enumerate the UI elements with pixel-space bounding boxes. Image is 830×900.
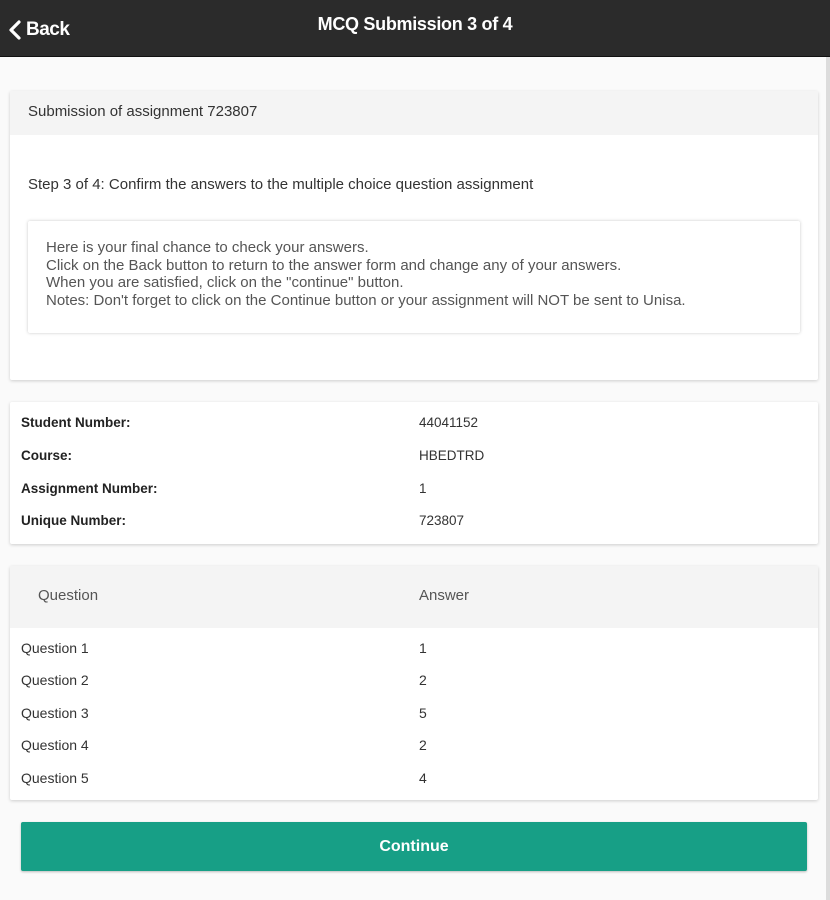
detail-label: Unique Number: <box>21 513 127 528</box>
question-cell: Question 2 <box>21 672 89 688</box>
detail-row-course <box>21 448 811 468</box>
detail-value: 1 <box>419 481 427 496</box>
answers-table-header <box>10 566 818 628</box>
answer-cell: 5 <box>419 705 427 721</box>
answer-cell: 2 <box>419 672 427 688</box>
question-cell: Question 4 <box>21 737 89 753</box>
note-line: Click on the Back button to return to the answer form and change any of your answers. <box>46 256 622 274</box>
note-line: Notes: Don't forget to click on the Continue button or your assignment will NOT be sent to Unisa. <box>46 291 686 309</box>
detail-value: 44041152 <box>419 415 479 430</box>
detail-row-assignment-number <box>21 481 811 501</box>
note-line: Here is your final chance to check your answers. <box>46 239 369 256</box>
question-cell: Question 5 <box>21 770 89 786</box>
question-column-header: Question <box>38 587 99 604</box>
table-row <box>21 705 811 725</box>
assignment-heading: Submission of assignment 723807 <box>10 91 818 135</box>
back-label: Back <box>26 19 70 40</box>
detail-label: Student Number: <box>21 415 131 430</box>
table-row <box>21 672 811 692</box>
notes-box <box>28 221 800 333</box>
table-row <box>21 737 811 757</box>
detail-row-student-number <box>21 415 811 435</box>
table-row <box>21 640 811 660</box>
scroll-edge <box>826 57 830 900</box>
note-line: When you are satisfied, click on the "continue" button. <box>46 274 404 291</box>
submission-details-card <box>10 402 818 544</box>
detail-value: HBEDTRD <box>419 448 485 463</box>
detail-label: Course: <box>21 448 73 463</box>
question-cell: Question 1 <box>21 640 89 656</box>
page-title: MCQ Submission 3 of 4 <box>317 14 513 34</box>
intro-card <box>10 91 818 380</box>
answers-table <box>10 566 818 800</box>
detail-label: Assignment Number: <box>21 481 158 496</box>
answer-cell: 1 <box>419 640 427 656</box>
step-instruction: Step 3 of 4: Confirm the answers to the multiple choice question assignment <box>28 176 534 193</box>
top-bar <box>0 0 830 57</box>
answer-column-header: Answer <box>419 587 470 604</box>
answer-cell: 2 <box>419 737 427 753</box>
detail-value: 723807 <box>419 513 465 528</box>
table-row <box>21 770 811 790</box>
detail-row-unique-number <box>21 513 811 533</box>
question-cell: Question 3 <box>21 705 89 721</box>
continue-button[interactable]: Continue <box>21 822 807 871</box>
answer-cell: 4 <box>419 770 427 786</box>
